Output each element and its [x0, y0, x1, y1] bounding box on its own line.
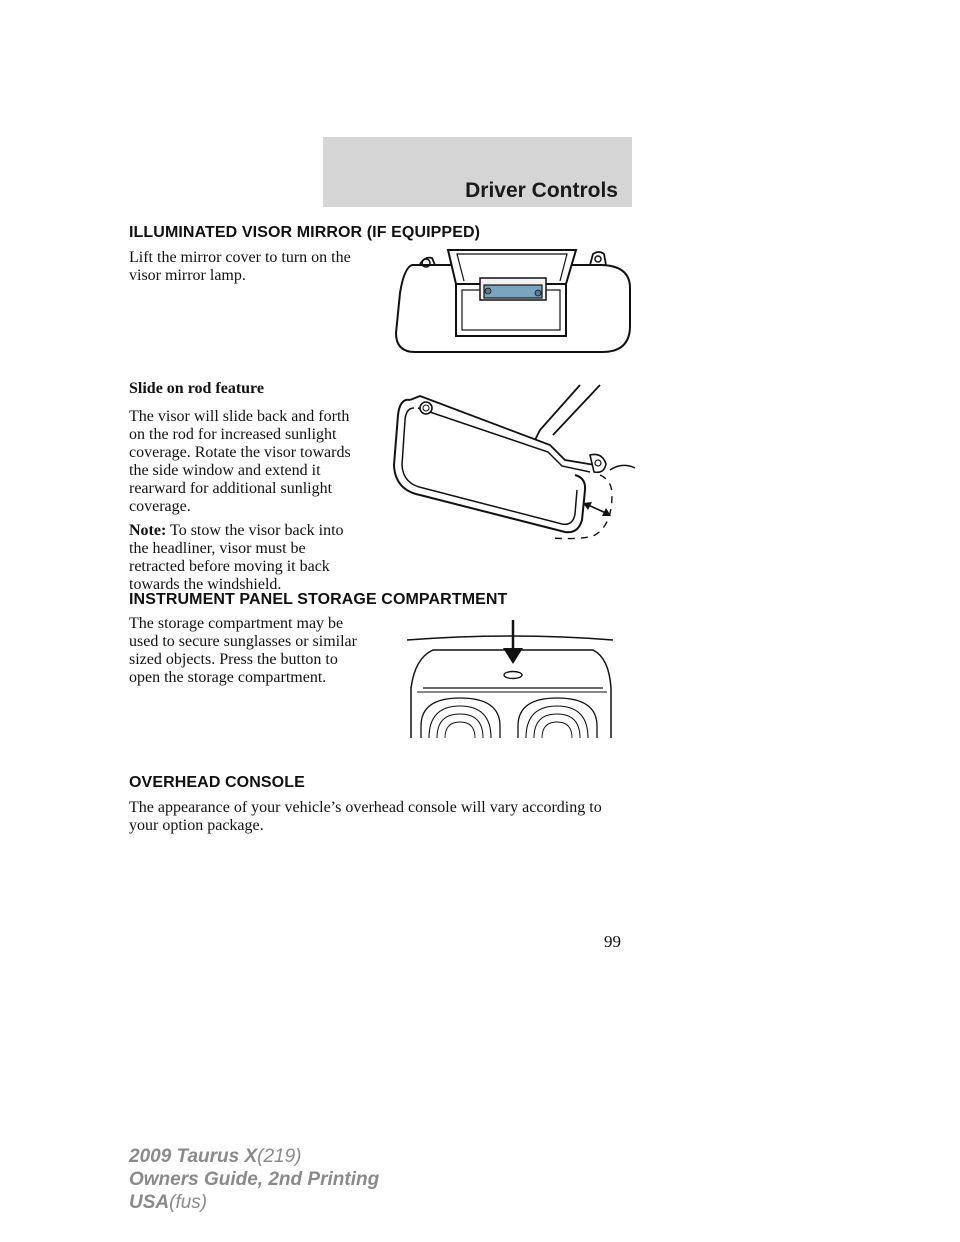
instrument-panel-storage-illustration	[405, 618, 620, 740]
illuminated-visor-mirror-illustration	[390, 248, 635, 358]
footer-model-code: (219)	[257, 1146, 302, 1167]
storage-line-2: used to secure sunglasses or similar	[129, 633, 357, 650]
slide-rod-line-4: the side window and extend it	[129, 462, 321, 479]
footer-guide: Owners Guide, 2nd Printing	[129, 1169, 380, 1190]
overhead-console-heading: OVERHEAD CONSOLE	[129, 774, 305, 791]
overhead-line-1: The appearance of your vehicle’s overhead console will vary according to	[129, 799, 602, 816]
document-footer	[129, 1145, 379, 1214]
overhead-line-2: your option package.	[129, 817, 264, 834]
visor-slide-on-rod-illustration	[390, 380, 650, 550]
visor-mirror-text-line-2: visor mirror lamp.	[129, 267, 246, 284]
storage-line-4: open the storage compartment.	[129, 669, 327, 686]
note-line-1	[129, 522, 344, 540]
visor-mirror-heading: ILLUMINATED VISOR MIRROR (IF EQUIPPED)	[129, 224, 481, 241]
footer-market: USA	[129, 1192, 170, 1213]
slide-rod-line-6: coverage.	[129, 498, 191, 515]
footer-model: 2009 Taurus X	[129, 1146, 258, 1167]
slide-on-rod-subheading: Slide on rod feature	[129, 380, 264, 397]
slide-rod-line-5: rearward for additional sunlight	[129, 480, 333, 497]
section-title: Driver Controls	[465, 179, 618, 202]
storage-line-3: sized objects. Press the button to	[129, 651, 338, 668]
header-band	[323, 137, 632, 207]
footer-market-code: (fus)	[169, 1192, 208, 1213]
note-line-3: retracted before moving it back	[129, 558, 330, 575]
note-label: Note:	[129, 522, 167, 539]
slide-rod-line-2: on the rod for increased sunlight	[129, 426, 337, 443]
storage-compartment-heading: INSTRUMENT PANEL STORAGE COMPARTMENT	[129, 591, 508, 608]
visor-mirror-text-line-1: Lift the mirror cover to turn on the	[129, 249, 351, 266]
storage-line-1: The storage compartment may be	[129, 615, 344, 632]
slide-rod-line-3: coverage. Rotate the visor towards	[129, 444, 351, 461]
page-number: 99	[604, 932, 621, 951]
note-first-text: To stow the visor back into	[170, 522, 344, 539]
slide-rod-line-1: The visor will slide back and forth	[129, 408, 350, 425]
note-line-4: towards the windshield.	[129, 576, 282, 593]
note-line-2: the headliner, visor must be	[129, 540, 306, 557]
